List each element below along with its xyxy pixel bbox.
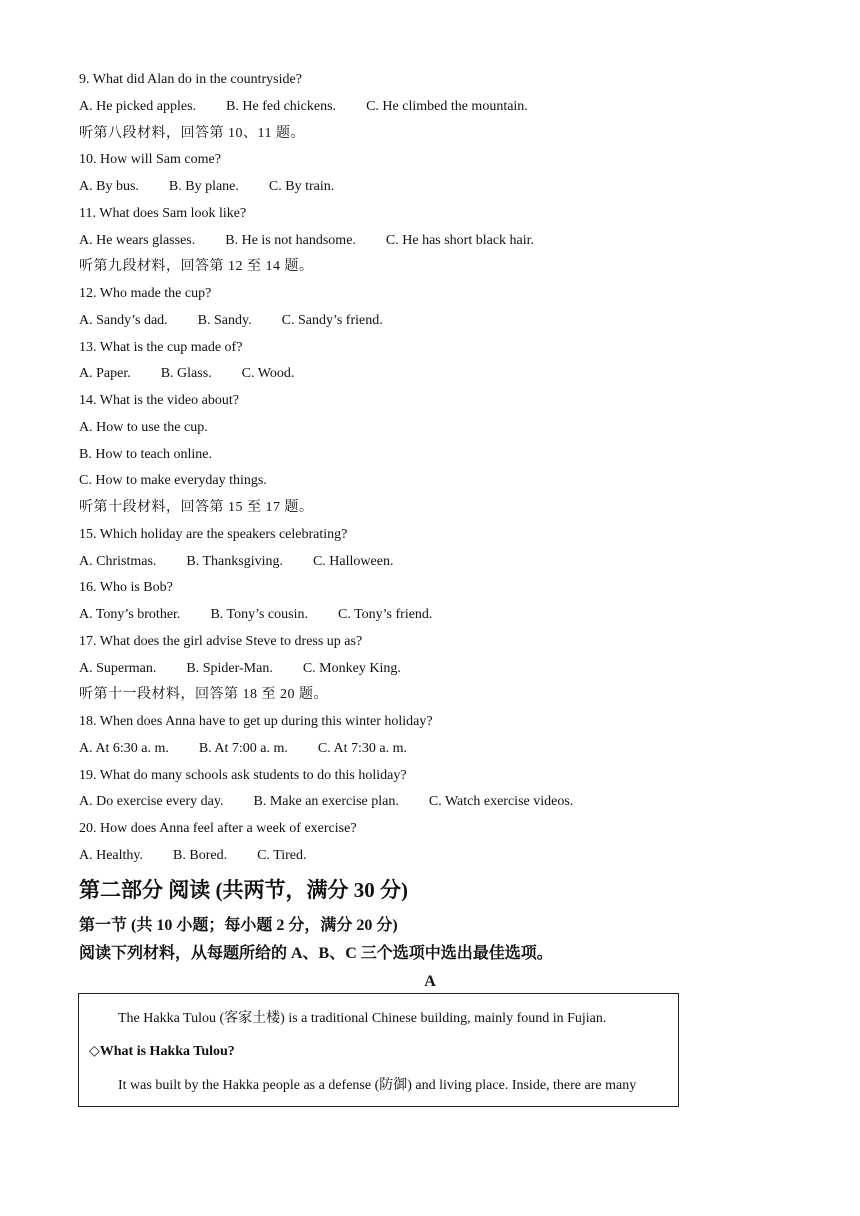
question-text: 12. Who made the cup? <box>79 286 212 301</box>
part-two-title: 第二部分 阅读 (共两节，满分 30 分) <box>79 878 408 902</box>
passage-box <box>78 993 679 1107</box>
answer-option: B. Bored. <box>173 847 228 863</box>
answer-option: C. Wood. <box>241 366 295 382</box>
reading-instruction: 阅读下列材料，从每题所给的 A、B、C 三个选项中选出最佳选项。 <box>79 945 553 962</box>
answer-options <box>79 98 528 116</box>
passage-label: A <box>424 973 436 990</box>
answer-option: C. At 7:30 a. m. <box>317 740 407 756</box>
answer-option: A. At 6:30 a. m. <box>79 740 169 756</box>
answer-options <box>79 312 383 330</box>
answer-option: A. By bus. <box>79 179 139 194</box>
section-one-heading: 第一节 (共 10 小题；每小题 2 分，满分 20 分) <box>79 917 398 934</box>
passage-subheading: ◇What is Hakka Tulou? <box>89 1044 235 1059</box>
answer-option: B. Glass. <box>160 366 212 382</box>
answer-options <box>79 793 573 811</box>
answer-options <box>79 365 294 383</box>
question-text: B. How to teach online. <box>79 446 212 462</box>
answer-option: A. He picked apples. <box>79 98 197 114</box>
section-instruction: 听第八段材料，回答第 10、11 题。 <box>79 125 305 141</box>
answer-option: B. At 7:00 a. m. <box>198 740 288 756</box>
answer-option: C. Tony’s friend. <box>338 607 433 622</box>
section-instruction: 听第九段材料，回答第 12 至 14 题。 <box>79 259 314 275</box>
answer-option: B. Thanksgiving. <box>186 553 283 569</box>
answer-options <box>79 847 307 865</box>
answer-option: B. Spider-Man. <box>186 660 273 676</box>
answer-option: A. Paper. <box>79 366 131 382</box>
answer-options <box>79 660 401 678</box>
passage-paragraph-2: It was built by the Hakka people as a defense (防御) and living place. Inside, there are many <box>118 1078 637 1093</box>
answer-options <box>79 232 534 250</box>
answer-option: C. He has short black hair. <box>385 232 535 248</box>
answer-option: B. Sandy. <box>197 312 252 328</box>
answer-option: C. Sandy’s friend. <box>281 312 383 328</box>
answer-options <box>79 178 334 196</box>
question-text: 18. When does Anna have to get up during this winter holiday? <box>79 714 433 729</box>
question-text: 9. What did Alan do in the countryside? <box>79 72 302 87</box>
answer-options <box>79 740 407 758</box>
question-text: 13. What is the cup made of? <box>79 339 243 355</box>
question-text: A. How to use the cup. <box>79 419 208 435</box>
answer-option: C. Tired. <box>257 847 307 863</box>
passage-paragraph-1: The Hakka Tulou (客家土楼) is a traditional Chinese building, mainly found in Fujian. <box>118 1011 607 1026</box>
question-text: C. How to make everyday things. <box>79 473 267 489</box>
answer-option: A. Sandy’s dad. <box>79 312 168 328</box>
answer-option: B. He is not handsome. <box>225 232 356 248</box>
question-text: 20. How does Anna feel after a week of exercise? <box>79 821 357 836</box>
answer-option: A. He wears glasses. <box>79 232 196 248</box>
answer-option: A. Tony’s brother. <box>79 607 181 622</box>
question-text: 10. How will Sam come? <box>79 152 221 168</box>
answer-option: C. He climbed the mountain. <box>366 98 528 114</box>
answer-option: A. Healthy. <box>79 847 144 863</box>
question-text: 11. What does Sam look like? <box>79 205 247 221</box>
answer-option: A. Christmas. <box>79 553 157 569</box>
answer-option: A. Superman. <box>79 660 157 676</box>
section-instruction: 听第十段材料，回答第 15 至 17 题。 <box>79 500 314 515</box>
section-instruction: 听第十一段材料，回答第 18 至 20 题。 <box>79 687 328 703</box>
question-text: 14. What is the video about? <box>79 393 239 408</box>
answer-option: C. Halloween. <box>312 553 394 569</box>
question-text: 15. Which holiday are the speakers celebrating? <box>79 526 348 542</box>
answer-options <box>79 553 393 571</box>
answer-option: B. Make an exercise plan. <box>253 794 399 810</box>
question-text: 17. What does the girl advise Steve to dress up as? <box>79 633 363 649</box>
question-text: 19. What do many schools ask students to do this holiday? <box>79 767 407 783</box>
answer-option: C. Watch exercise videos. <box>428 794 574 810</box>
answer-option: C. By train. <box>268 179 335 194</box>
answer-option: B. He fed chickens. <box>226 98 337 114</box>
question-text: 16. Who is Bob? <box>79 580 173 596</box>
answer-options <box>79 606 432 624</box>
answer-option: C. Monkey King. <box>302 660 401 676</box>
answer-option: B. Tony’s cousin. <box>210 607 308 622</box>
answer-option: A. Do exercise every day. <box>79 794 224 810</box>
answer-option: B. By plane. <box>168 179 239 194</box>
